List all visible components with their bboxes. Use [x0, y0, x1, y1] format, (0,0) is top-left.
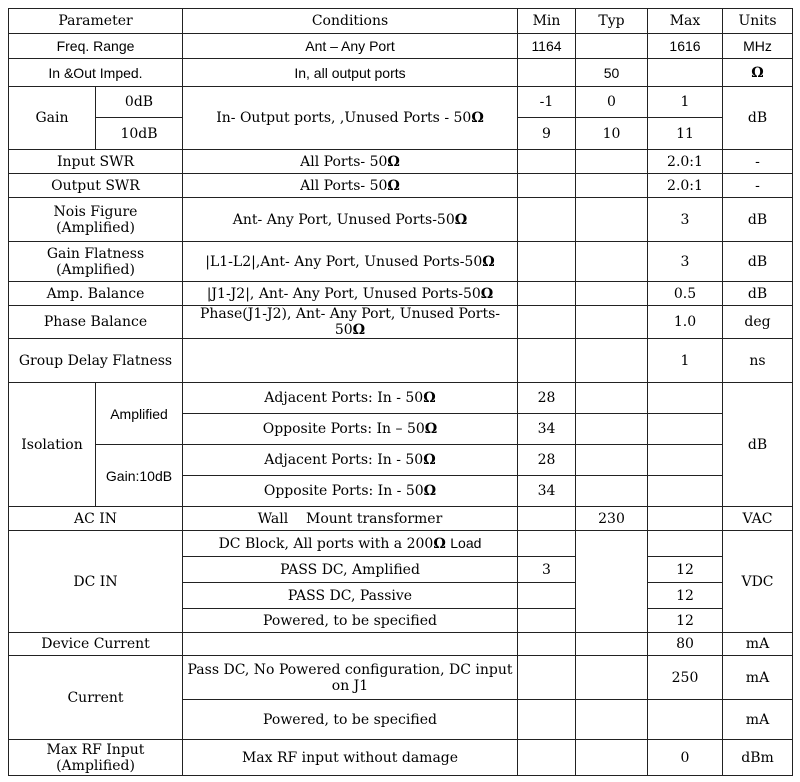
- header-typ: Typ: [576, 9, 648, 34]
- typ-group-delay: [576, 339, 648, 383]
- max-impedance: [648, 59, 723, 87]
- param-max-rf-line2: (Amplified): [56, 757, 135, 774]
- min-gain-flatness: [518, 242, 576, 282]
- ohm-symbol: Ω: [423, 390, 436, 406]
- units-dc-in: VDC: [723, 531, 793, 633]
- min-gain-0db: -1: [518, 87, 576, 118]
- max-device-current: 80: [648, 633, 723, 656]
- max-dc-in-powered: 12: [648, 609, 723, 633]
- min-impedance: [518, 59, 576, 87]
- min-dc-in-block: [518, 531, 576, 557]
- max-current-powered: [648, 700, 723, 740]
- units-max-rf-input: dBm: [723, 740, 793, 776]
- param-impedance: In &Out Imped.: [9, 59, 183, 87]
- units-gain-flatness: dB: [723, 242, 793, 282]
- min-device-current: [518, 633, 576, 656]
- param-current: Current: [9, 656, 183, 740]
- typ-isolation-amp-adjacent: [576, 383, 648, 414]
- isolation-group-amplified: Amplified: [96, 383, 183, 445]
- cond-gain: [183, 87, 518, 150]
- row-freq-range: [9, 34, 793, 59]
- min-group-delay: [518, 339, 576, 383]
- param-gain-flatness: [9, 242, 183, 282]
- min-phase-balance: [518, 306, 576, 339]
- typ-gain-0db: 0: [576, 87, 648, 118]
- cond-dc-in-block-text: DC Block, All ports with a 200: [218, 536, 434, 552]
- max-output-swr: 2.0:1: [648, 174, 723, 198]
- max-amp-balance: 0.5: [648, 282, 723, 306]
- ohm-symbol: Ω: [424, 421, 438, 437]
- cond-isolation-gain-adjacent: [183, 445, 518, 476]
- cond-input-swr: [183, 150, 518, 174]
- cond-group-delay: [183, 339, 518, 383]
- typ-noise-figure: [576, 198, 648, 242]
- cond-impedance: In, all output ports: [183, 59, 518, 87]
- ohm-symbol: Ω: [423, 483, 437, 499]
- min-current-powered: [518, 700, 576, 740]
- param-group-delay: Group Delay Flatness: [9, 339, 183, 383]
- typ-isolation-gain-adjacent: [576, 445, 648, 476]
- row-gain-flatness: [9, 242, 793, 282]
- cond-noise-figure: [183, 198, 518, 242]
- max-freq-range: 1616: [648, 34, 723, 59]
- cond-amp-balance: [183, 282, 518, 306]
- cond-ac-in: Wall Mount transformer: [183, 507, 518, 531]
- typ-gain-flatness: [576, 242, 648, 282]
- min-isolation-amp-opposite: 34: [518, 414, 576, 445]
- min-current-pass-dc: [518, 656, 576, 700]
- typ-amp-balance: [576, 282, 648, 306]
- typ-phase-balance: [576, 306, 648, 339]
- max-group-delay: 1: [648, 339, 723, 383]
- typ-input-swr: [576, 150, 648, 174]
- typ-output-swr: [576, 174, 648, 198]
- min-isolation-gain-opposite: 34: [518, 476, 576, 507]
- typ-max-rf-input: [576, 740, 648, 776]
- units-input-swr: -: [723, 150, 793, 174]
- min-input-swr: [518, 150, 576, 174]
- typ-impedance: 50: [576, 59, 648, 87]
- ohm-symbol: Ω: [454, 211, 468, 228]
- min-ac-in: [518, 507, 576, 531]
- typ-device-current: [576, 633, 648, 656]
- cond-noise-figure-text: Ant- Any Port, Unused Ports-50: [232, 211, 455, 228]
- max-isolation-gain-opposite: [648, 476, 723, 507]
- ohm-symbol: Ω: [352, 322, 366, 338]
- param-gain-flatness-line1: Gain Flatness: [46, 245, 145, 262]
- typ-ac-in: 230: [576, 507, 648, 531]
- cond-input-swr-text: All Ports- 50: [300, 153, 388, 170]
- max-isolation-gain-adjacent: [648, 445, 723, 476]
- param-gain-flatness-line2: (Amplified): [56, 261, 135, 278]
- param-ac-in: AC IN: [9, 507, 183, 531]
- cond-current-powered: Powered, to be specified: [183, 700, 518, 740]
- ohm-symbol: Ω: [423, 452, 436, 468]
- ohm-symbol: Ω: [471, 110, 484, 126]
- header-min: Min: [518, 9, 576, 34]
- ohm-symbol: Ω: [387, 177, 400, 194]
- max-gain-flatness: 3: [648, 242, 723, 282]
- cond-dc-in-powered: Powered, to be specified: [183, 609, 518, 633]
- max-input-swr: 2.0:1: [648, 150, 723, 174]
- load-suffix: Load: [450, 535, 482, 551]
- cond-phase-balance: [183, 306, 518, 339]
- typ-isolation-gain-opposite: [576, 476, 648, 507]
- ohm-symbol: Ω: [482, 253, 495, 270]
- row-group-delay: [9, 339, 793, 383]
- min-output-swr: [518, 174, 576, 198]
- units-gain: dB: [723, 87, 793, 150]
- param-max-rf-line1: Max RF Input: [46, 741, 145, 758]
- cond-current-pass-dc: [183, 656, 518, 700]
- cond-freq-range: Ant – Any Port: [183, 34, 518, 59]
- max-isolation-amp-opposite: [648, 414, 723, 445]
- row-amp-balance: [9, 282, 793, 306]
- row-output-swr: [9, 174, 793, 198]
- units-freq-range: MHz: [723, 34, 793, 59]
- row-noise-figure: [9, 198, 793, 242]
- param-input-swr: Input SWR: [9, 150, 183, 174]
- header-units: Units: [723, 9, 793, 34]
- row-phase-balance: [9, 306, 793, 339]
- header-parameter: Parameter: [9, 9, 183, 34]
- typ-current-pass-dc: [576, 656, 648, 700]
- min-dc-in-amplified: 3: [518, 557, 576, 583]
- typ-current-powered: [576, 700, 648, 740]
- units-current-pass-dc: mA: [723, 656, 793, 700]
- max-noise-figure: 3: [648, 198, 723, 242]
- max-gain-0db: 1: [648, 87, 723, 118]
- units-group-delay: ns: [723, 339, 793, 383]
- cond-gain-flatness: [183, 242, 518, 282]
- typ-isolation-amp-opposite: [576, 414, 648, 445]
- cond-output-swr: [183, 174, 518, 198]
- header-row: [9, 9, 793, 34]
- cond-amp-balance-text: |J1-J2|, Ant- Any Port, Unused Ports-50: [206, 285, 481, 302]
- min-gain-10db: 9: [518, 118, 576, 150]
- max-current-pass-dc: 250: [648, 656, 723, 700]
- ohm-symbol: Ω: [387, 153, 400, 170]
- cond-isolation-amp-opposite-text: Opposite Ports: In – 50: [262, 421, 425, 437]
- units-current-powered: mA: [723, 700, 793, 740]
- header-max: Max: [648, 9, 723, 34]
- units-ac-in: VAC: [723, 507, 793, 531]
- cond-isolation-amp-adjacent: [183, 383, 518, 414]
- row-max-rf-input: [9, 740, 793, 776]
- gain-sub-label-0db: 0dB: [96, 87, 183, 118]
- max-isolation-amp-adjacent: [648, 383, 723, 414]
- max-ac-in: [648, 507, 723, 531]
- cond-isolation-amp-adjacent-text: Adjacent Ports: In - 50: [264, 390, 424, 406]
- units-amp-balance: dB: [723, 282, 793, 306]
- cond-current-pass-dc-line2: on J1: [331, 677, 369, 694]
- cond-gain-flatness-text: |L1-L2|,Ant- Any Port, Unused Ports-50: [205, 253, 483, 270]
- param-device-current: Device Current: [9, 633, 183, 656]
- units-noise-figure: dB: [723, 198, 793, 242]
- param-max-rf-input: [9, 740, 183, 776]
- param-noise-figure-line2: (Amplified): [56, 219, 135, 236]
- param-output-swr: Output SWR: [9, 174, 183, 198]
- cond-isolation-amp-opposite: [183, 414, 518, 445]
- param-noise-figure-line1: Nois Figure: [53, 203, 138, 220]
- units-device-current: mA: [723, 633, 793, 656]
- min-noise-figure: [518, 198, 576, 242]
- param-dc-in: DC IN: [9, 531, 183, 633]
- max-dc-in-block: [648, 531, 723, 557]
- cond-gain-text: In- Output ports, ,Unused Ports - 50: [216, 110, 472, 126]
- units-impedance: Ω: [723, 59, 793, 87]
- row-isolation-gain-adjacent: [9, 445, 793, 476]
- cond-dc-in-block: [183, 531, 518, 557]
- max-dc-in-amplified: 12: [648, 557, 723, 583]
- row-dc-in-block: [9, 531, 793, 557]
- cond-phase-balance-text: Phase(J1-J2), Ant- Any Port, Unused Ports-50: [200, 306, 500, 338]
- min-max-rf-input: [518, 740, 576, 776]
- max-phase-balance: 1.0: [648, 306, 723, 339]
- gain-sub-label-10db: 10dB: [96, 118, 183, 150]
- row-isolation-amp-adjacent: [9, 383, 793, 414]
- min-isolation-gain-adjacent: 28: [518, 445, 576, 476]
- units-isolation: dB: [723, 383, 793, 507]
- cond-device-current: [183, 633, 518, 656]
- min-dc-in-passive: [518, 583, 576, 609]
- cond-dc-in-amplified: PASS DC, Amplified: [183, 557, 518, 583]
- row-impedance: [9, 59, 793, 87]
- units-phase-balance: deg: [723, 306, 793, 339]
- ohm-symbol: Ω: [480, 285, 494, 302]
- row-gain-0db: [9, 87, 793, 118]
- cond-isolation-gain-opposite-text: Opposite Ports: In - 50: [263, 483, 424, 499]
- param-phase-balance: Phase Balance: [9, 306, 183, 339]
- max-max-rf-input: 0: [648, 740, 723, 776]
- cond-current-pass-dc-line1: Pass DC, No Powered configuration, DC input: [187, 661, 513, 678]
- cond-max-rf-input: Max RF input without damage: [183, 740, 518, 776]
- row-ac-in: [9, 507, 793, 531]
- param-amp-balance: Amp. Balance: [9, 282, 183, 306]
- min-dc-in-powered: [518, 609, 576, 633]
- typ-dc-in: [576, 531, 648, 633]
- row-input-swr: [9, 150, 793, 174]
- param-noise-figure: [9, 198, 183, 242]
- ohm-symbol: Ω: [433, 536, 446, 552]
- header-conditions: Conditions: [183, 9, 518, 34]
- row-current-pass-dc: [9, 656, 793, 700]
- cond-isolation-gain-adjacent-text: Adjacent Ports: In - 50: [264, 452, 424, 468]
- min-amp-balance: [518, 282, 576, 306]
- param-freq-range: Freq. Range: [9, 34, 183, 59]
- min-freq-range: 1164: [518, 34, 576, 59]
- param-isolation: Isolation: [9, 383, 96, 507]
- cond-isolation-gain-opposite: [183, 476, 518, 507]
- specifications-table: [8, 8, 793, 776]
- isolation-group-gain-10db: Gain:10dB: [96, 445, 183, 507]
- cond-output-swr-text: All Ports- 50: [300, 177, 388, 194]
- units-output-swr: -: [723, 174, 793, 198]
- max-dc-in-passive: 12: [648, 583, 723, 609]
- typ-freq-range: [576, 34, 648, 59]
- cond-dc-in-passive: PASS DC, Passive: [183, 583, 518, 609]
- max-gain-10db: 11: [648, 118, 723, 150]
- row-device-current: [9, 633, 793, 656]
- typ-gain-10db: 10: [576, 118, 648, 150]
- min-isolation-amp-adjacent: 28: [518, 383, 576, 414]
- param-gain: Gain: [9, 87, 96, 150]
